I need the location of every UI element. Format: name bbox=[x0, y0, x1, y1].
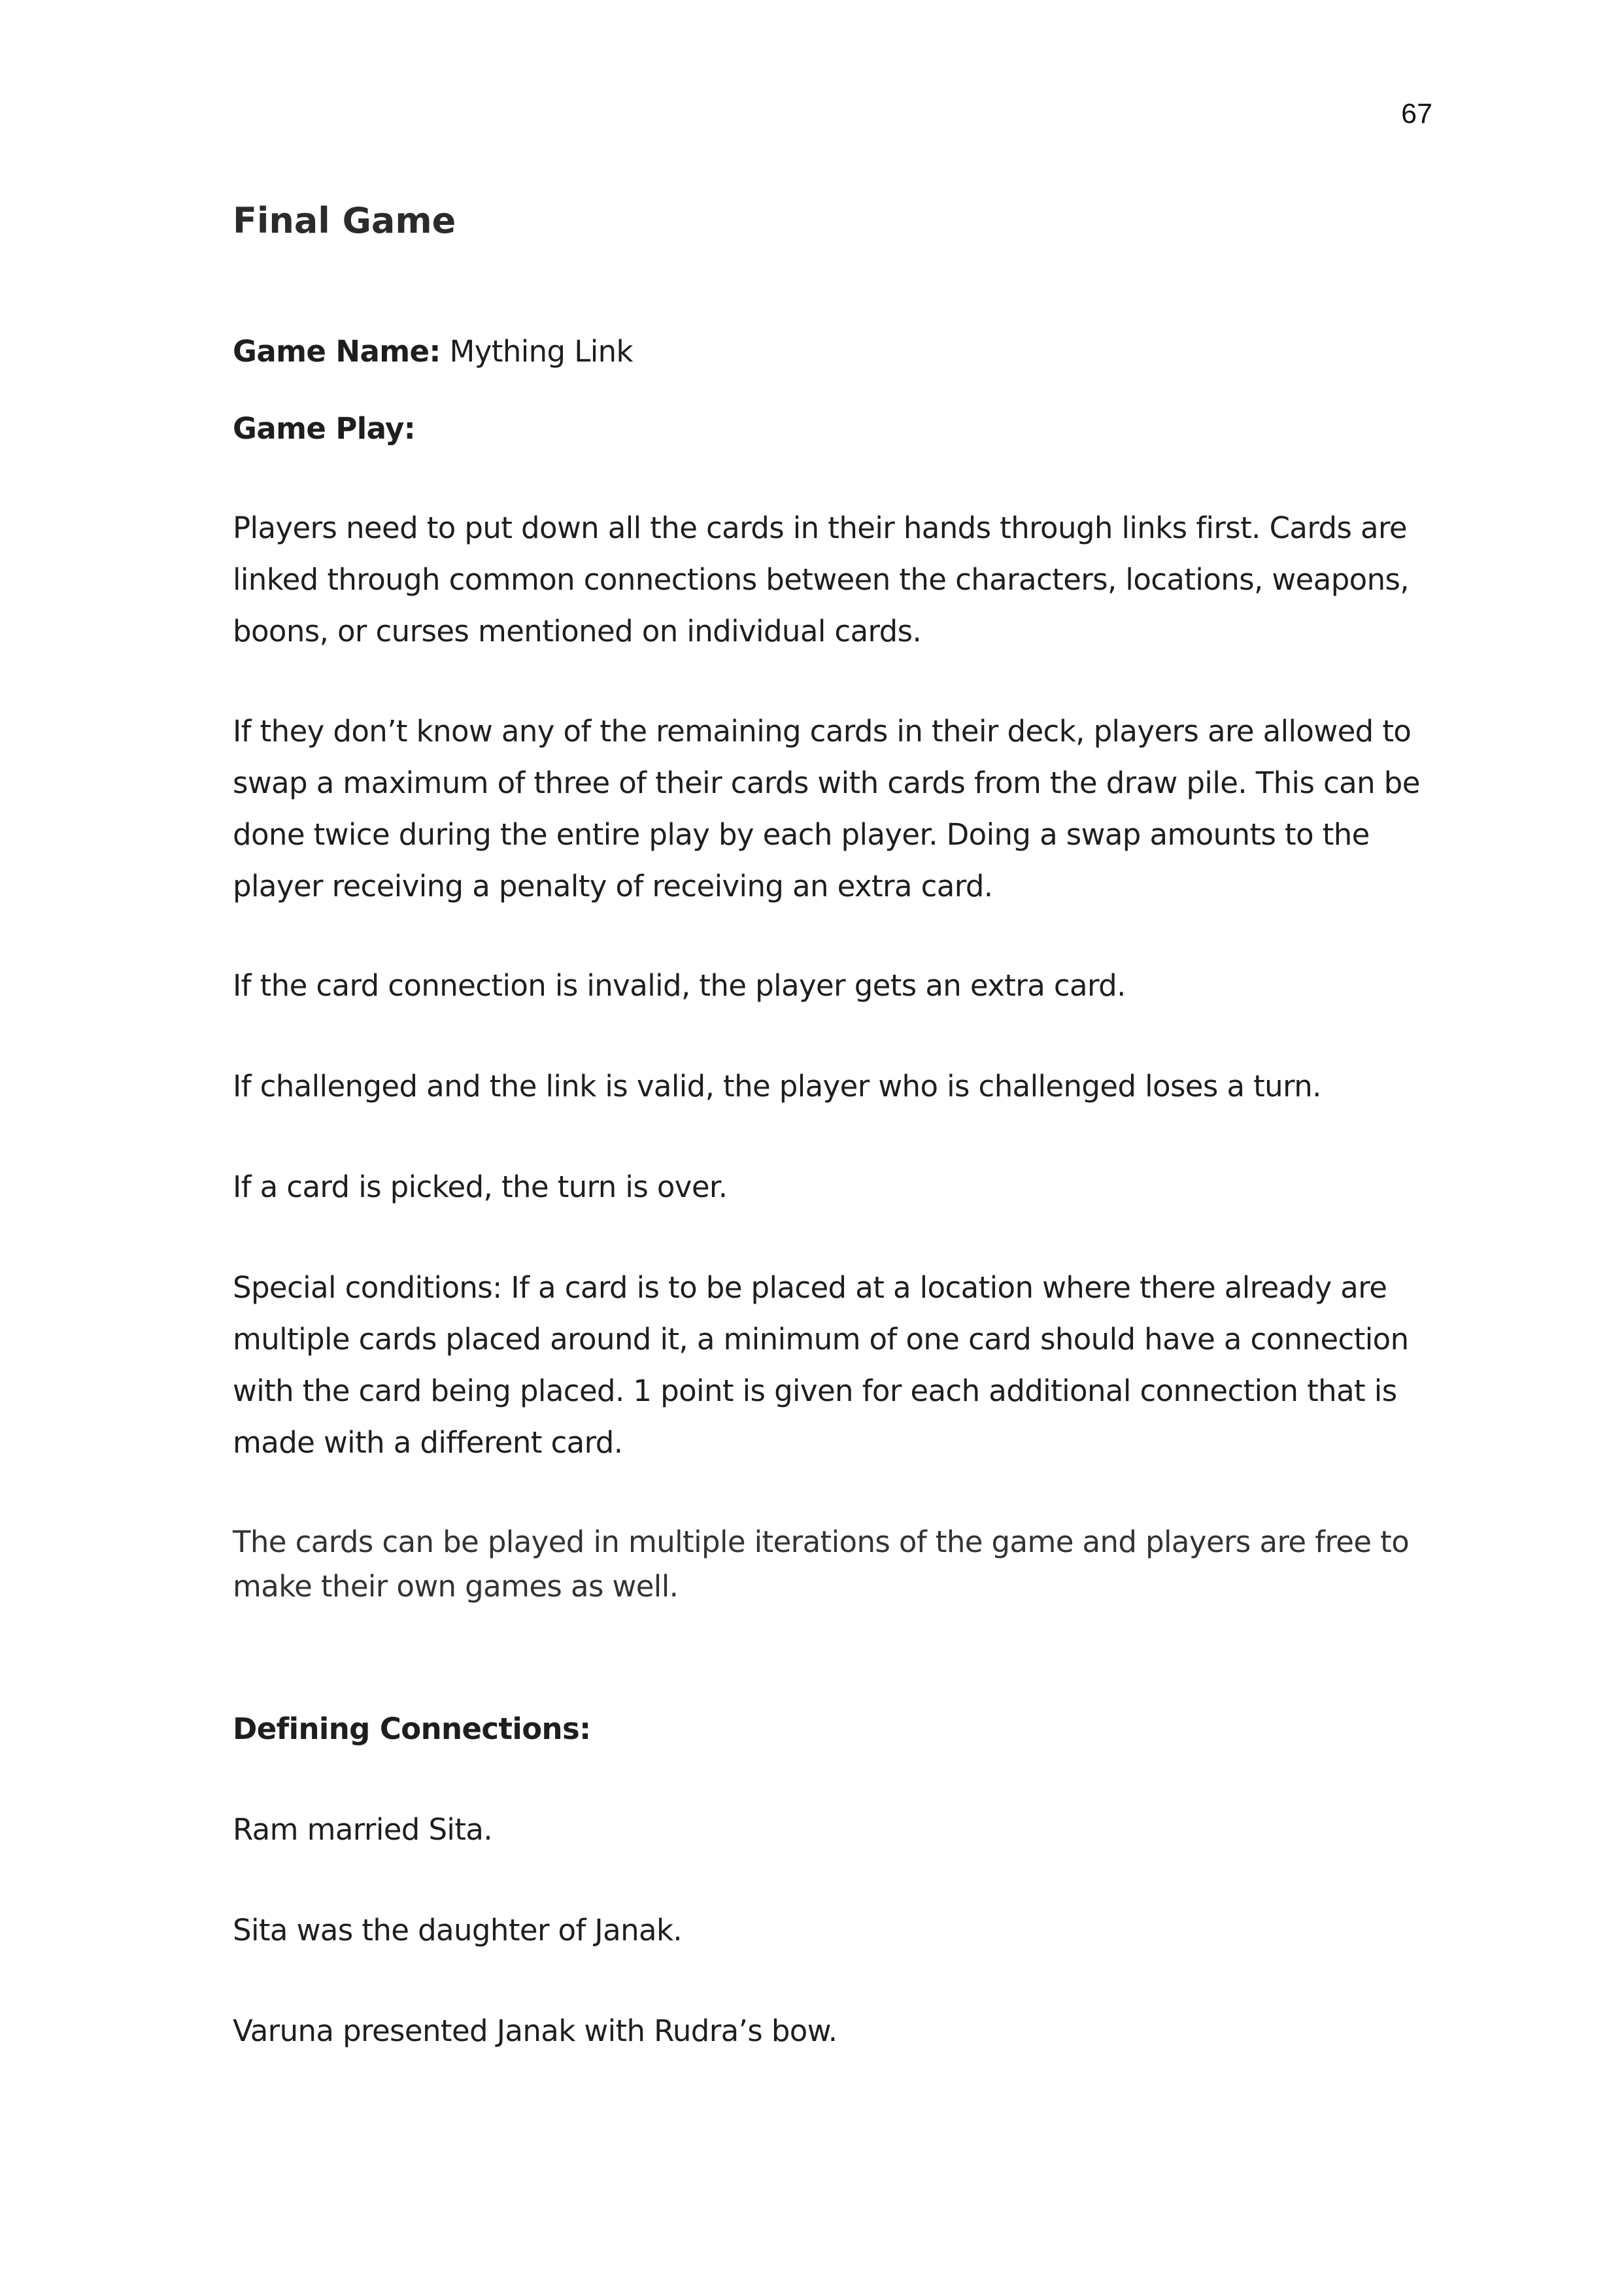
paragraph-special-conditions: Special conditions: If a card is to be placed at a location where there already are multiple cards placed around it, a minimum of one card should have a connection with the card being placed. 1 point is given for each additional connection that is made with a different card. bbox=[233, 1270, 1409, 1460]
game-name-line bbox=[233, 326, 1442, 377]
section-heading: Final Game bbox=[233, 200, 456, 241]
page-number: 67 bbox=[1401, 98, 1432, 129]
paragraph-swap: If they don’t know any of the remaining cards in their deck, players are allowed to swap a maximum of three of their cards with cards from the draw pile. This can be done twice during the entire play by each player. Doing a swap amounts to the player receiving a penalty of receiving an extra card. bbox=[233, 714, 1420, 903]
connection-item: Sita was the daughter of Janak. bbox=[233, 1913, 683, 1948]
game-name-value: Mything Link bbox=[440, 334, 633, 369]
defining-connections-label: Defining Connections: bbox=[233, 1712, 591, 1746]
paragraph-iterations: The cards can be played in multiple iterations of the game and players are free to make their own games as well. bbox=[233, 1525, 1410, 1604]
connection-item: Varuna presented Janak with Rudra’s bow. bbox=[233, 2014, 837, 2048]
paragraph-challenged: If challenged and the link is valid, the player who is challenged loses a turn. bbox=[233, 1069, 1321, 1104]
paragraph-invalid-connection: If the card connection is invalid, the player gets an extra card. bbox=[233, 968, 1126, 1003]
game-name-label: Game Name: bbox=[233, 334, 441, 369]
paragraph-card-picked: If a card is picked, the turn is over. bbox=[233, 1170, 728, 1204]
connection-item: Ram married Sita. bbox=[233, 1812, 493, 1847]
game-play-label: Game Play: bbox=[233, 411, 416, 446]
paragraph-links: Players need to put down all the cards in their hands through links first. Cards are linked through common connections between the characters, locations, weapons, boons, or curses mentioned on individual cards. bbox=[233, 511, 1410, 649]
